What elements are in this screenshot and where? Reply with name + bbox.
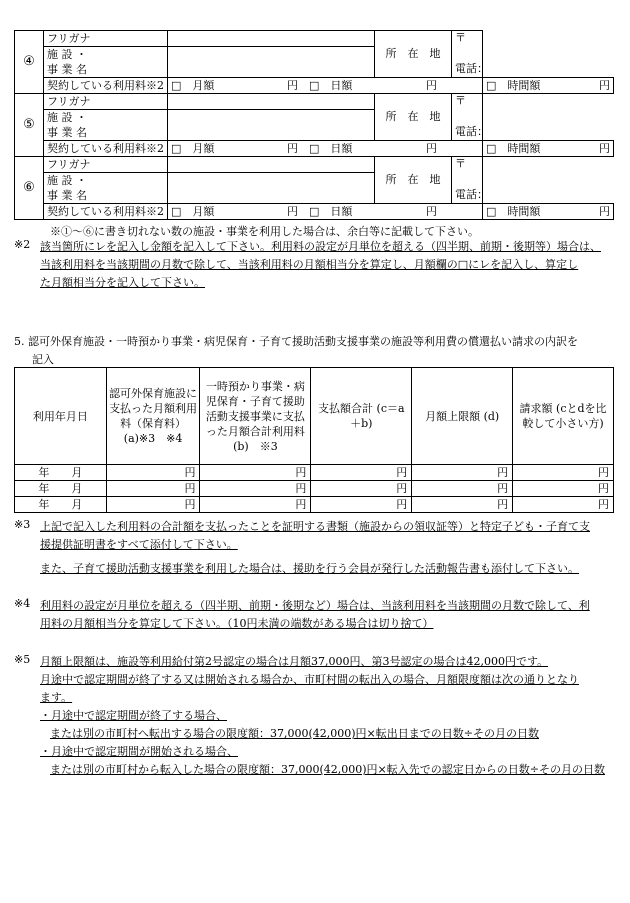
- yen-unit: 円: [287, 204, 298, 218]
- facility-number: ④: [15, 31, 44, 94]
- note3: [40, 518, 615, 578]
- amount-cell[interactable]: [200, 465, 311, 481]
- furigana-field[interactable]: [168, 31, 375, 47]
- col-header: 利用年月日: [15, 368, 107, 465]
- address-label: 所 在 地: [375, 157, 452, 204]
- yen-unit: 円: [396, 481, 408, 495]
- facility-table: [14, 30, 614, 220]
- amount-cell[interactable]: [513, 465, 614, 481]
- table-row: [15, 497, 614, 513]
- daily-option[interactable]: □ 日額: [309, 141, 353, 155]
- yen-unit: 円: [598, 497, 609, 511]
- fee-options: [168, 141, 483, 157]
- hourly-cell: [483, 78, 614, 94]
- yen-unit: 円: [287, 141, 298, 155]
- amount-cell[interactable]: [200, 497, 311, 513]
- col-header: 月額上限額 (d): [412, 368, 513, 465]
- note2: [40, 238, 615, 292]
- note3-line: 上記で記入した利用料の合計額を支払ったことを証明する書類（施設からの領収証等）と特定子ども・子育て支: [40, 520, 590, 533]
- note3-mark: ※3: [14, 518, 31, 531]
- yen-unit: 円: [426, 141, 437, 155]
- address-label: 所 在 地: [375, 31, 452, 78]
- fee-options: [168, 204, 483, 220]
- amount-cell[interactable]: [412, 497, 513, 513]
- note5-mark: ※5: [14, 653, 31, 666]
- note5-line: ・月途中で認定期間が終了する場合、: [40, 709, 227, 722]
- daily-option[interactable]: □ 日額: [309, 204, 353, 218]
- name-label: 事 業 名: [44, 62, 168, 78]
- note5-line: ・月途中で認定期間が開始される場合、: [40, 745, 238, 758]
- yen-unit: 円: [497, 497, 509, 511]
- col-header: 一時預かり事業・病児保育・子育て援助活動支援事業に支払った月額合計利用料 (b) ※3: [200, 368, 311, 465]
- yen-unit: 円: [396, 465, 408, 479]
- yen-unit: 円: [497, 465, 509, 479]
- table-row: [15, 481, 614, 497]
- yen-unit: 円: [426, 204, 437, 218]
- daily-option[interactable]: □ 日額: [309, 78, 353, 92]
- yen-unit: 円: [184, 497, 196, 511]
- note2-line: た月額相当分を記入して下さい。: [40, 276, 205, 289]
- section5-line: 記入: [32, 353, 54, 366]
- name-label: 施 設 ・: [44, 173, 168, 189]
- furigana-label: フリガナ: [44, 157, 168, 173]
- section5-heading: [14, 333, 614, 369]
- fee-label: 契約している利用料※2: [44, 204, 168, 220]
- table-row: [15, 465, 614, 481]
- amount-cell[interactable]: [412, 481, 513, 497]
- address-field[interactable]: [452, 94, 488, 141]
- yen-unit: 円: [287, 78, 298, 92]
- address-field[interactable]: [452, 31, 488, 78]
- phone-label: 電話：: [455, 62, 488, 75]
- amount-cell[interactable]: [106, 481, 200, 497]
- facility-number: ⑤: [15, 94, 44, 157]
- facility-name-field[interactable]: [168, 47, 375, 78]
- name-label: 施 設 ・: [44, 47, 168, 63]
- note4-line: 用料の月額相当分を算定して下さい。（10円未満の端数がある場合は切り捨て）: [40, 617, 434, 630]
- facility-number: ⑥: [15, 157, 44, 220]
- hourly-option[interactable]: □ 時間額: [486, 78, 541, 92]
- fee-options: [168, 78, 483, 94]
- amount-cell[interactable]: [311, 465, 412, 481]
- yen-unit: 円: [295, 497, 307, 511]
- note5-line: または別の市町村から転入した場合の限度額：37,000(42,000)円×転入先での認定日からの日数÷その月の日数: [50, 763, 605, 776]
- note5-line: または別の市町村へ転出する場合の限度額：37,000(42,000)円×転出日までの日数÷その月の日数: [50, 727, 539, 740]
- amount-cell[interactable]: [513, 497, 614, 513]
- note5-line: 月額上限額は、施設等利用給付第2号認定の場合は月額37,000円、第3号認定の場合は42,000円です。: [40, 655, 549, 668]
- amount-cell[interactable]: [311, 497, 412, 513]
- yen-unit: 円: [599, 78, 610, 92]
- reimbursement-table: [14, 367, 614, 513]
- amount-cell[interactable]: [106, 497, 200, 513]
- furigana-label: フリガナ: [44, 31, 168, 47]
- yen-unit: 円: [497, 481, 509, 495]
- hourly-cell: [483, 204, 614, 220]
- hourly-option[interactable]: □ 時間額: [486, 204, 541, 218]
- fee-label: 契約している利用料※2: [44, 78, 168, 94]
- overflow-note: ※①～⑥に書き切れない数の施設・事業を利用した場合は、余白等に記載して下さい。: [50, 225, 479, 238]
- amount-cell[interactable]: [513, 481, 614, 497]
- amount-cell[interactable]: [106, 465, 200, 481]
- col-header: 請求額 (cとdを比較して小さい方): [513, 368, 614, 465]
- use-month[interactable]: 年 月: [15, 465, 107, 481]
- fee-label: 契約している利用料※2: [44, 141, 168, 157]
- amount-cell[interactable]: [200, 481, 311, 497]
- note4-mark: ※4: [14, 597, 31, 610]
- yen-unit: 円: [184, 465, 196, 479]
- hourly-option[interactable]: □ 時間額: [486, 141, 541, 155]
- monthly-option[interactable]: □ 月額: [171, 204, 215, 218]
- name-label: 事 業 名: [44, 188, 168, 204]
- name-label: 事 業 名: [44, 125, 168, 141]
- yen-unit: 円: [598, 465, 609, 479]
- use-month[interactable]: 年 月: [15, 497, 107, 513]
- note3-line: 援提供証明書をすべて添付して下さい。: [40, 538, 238, 551]
- address-field[interactable]: [452, 157, 488, 204]
- yen-unit: 円: [426, 78, 437, 92]
- yen-unit: 円: [295, 481, 307, 495]
- use-month[interactable]: 年 月: [15, 481, 107, 497]
- col-header: 支払額合計 (c＝a＋b): [311, 368, 412, 465]
- yen-unit: 円: [599, 204, 610, 218]
- note2-line: 該当箇所にレを記入し金額を記入して下さい。利用料の設定が月単位を超える（四半期、前期・後期等）場合は、: [40, 240, 601, 253]
- facility-name-field[interactable]: [168, 110, 375, 141]
- amount-cell[interactable]: [311, 481, 412, 497]
- phone-label: 電話：: [455, 188, 488, 201]
- address-label: 所 在 地: [375, 94, 452, 141]
- postal-mark: 〒: [455, 94, 466, 107]
- monthly-option[interactable]: □ 月額: [171, 141, 215, 155]
- facility-row: [15, 31, 614, 47]
- facility-row: [15, 94, 614, 110]
- note2-mark: ※2: [14, 238, 31, 251]
- note3-line: また、子育て援助活動支援事業を利用した場合は、援助を行う会員が発行した活動報告書も添付して下さい。: [40, 562, 579, 575]
- furigana-field[interactable]: [168, 157, 375, 173]
- yen-unit: 円: [184, 481, 196, 495]
- note5-line: 月途中で認定期間が終了する又は開始される場合か、市町村間の転出入の場合、月額限度額は次の通りとなり: [40, 673, 579, 686]
- note4: [40, 597, 615, 633]
- yen-unit: 円: [295, 465, 307, 479]
- postal-mark: 〒: [455, 157, 466, 170]
- amount-cell[interactable]: [412, 465, 513, 481]
- furigana-field[interactable]: [168, 94, 375, 110]
- hourly-cell: [483, 141, 614, 157]
- note2-line: 当該利用料を当該期間の月数で除して、当該利用料の月額相当分を算定し、月額欄の□にレを記入し、算定し: [40, 258, 579, 271]
- name-label: 施 設 ・: [44, 110, 168, 126]
- furigana-label: フリガナ: [44, 94, 168, 110]
- note4-line: 利用料の設定が月単位を超える（四半期、前期・後期など）場合は、当該利用料を当該期間の月数で除して、利: [40, 599, 590, 612]
- yen-unit: 円: [396, 497, 408, 511]
- note5-line: ます。: [40, 691, 73, 704]
- note5: [40, 653, 620, 779]
- facility-name-field[interactable]: [168, 173, 375, 204]
- section5-line: 5. 認可外保育施設・一時預かり事業・病児保育・子育て援助活動支援事業の施設等利用費の償還払い請求の内訳を: [14, 335, 578, 348]
- yen-unit: 円: [598, 481, 609, 495]
- monthly-option[interactable]: □ 月額: [171, 78, 215, 92]
- phone-label: 電話：: [455, 125, 488, 138]
- col-header: 認可外保育施設に支払った月額利用料（保育料）(a)※3 ※4: [106, 368, 200, 465]
- yen-unit: 円: [599, 141, 610, 155]
- postal-mark: 〒: [455, 31, 466, 44]
- facility-row: [15, 157, 614, 173]
